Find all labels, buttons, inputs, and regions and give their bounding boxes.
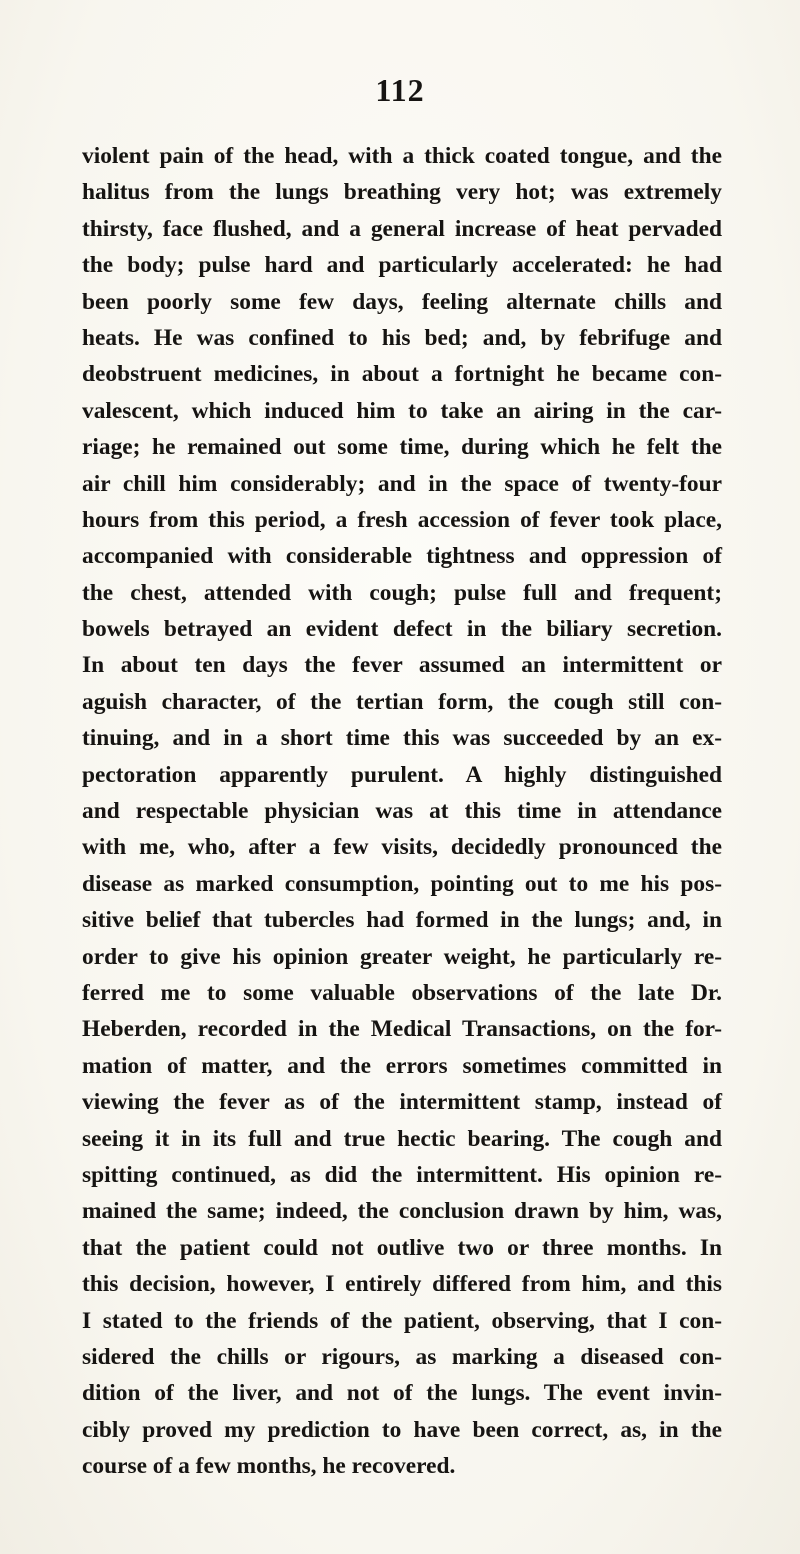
page-number: 112 <box>375 72 425 108</box>
text-line: valescent, which induced him to take an airing in the car- <box>82 397 722 424</box>
text-line: violent pain of the head, with a thick coated tongue, and the <box>82 143 722 169</box>
text-line: aguish character, of the tertian form, the cough still con- <box>82 688 722 715</box>
text-line: order to give his opinion greater weight, he particularly re- <box>82 943 722 970</box>
text-line: that the patient could not outlive two or three months. In <box>82 1234 722 1261</box>
text-line: pectoration apparently purulent. A highly distinguished <box>82 761 722 788</box>
text-line: with me, who, after a few visits, decidedly pronounced the <box>82 834 722 861</box>
text-line: the body; pulse hard and particularly accelerated: he had <box>82 252 722 279</box>
text-line: viewing the fever as of the intermittent stamp, instead of <box>82 1089 722 1116</box>
text-line: ferred me to some valuable observations of the late Dr. <box>82 979 722 1006</box>
text-line: mation of matter, and the errors sometimes committed in <box>82 1052 722 1079</box>
text-line: riage; he remained out some time, during which he felt the <box>82 434 722 461</box>
text-line: been poorly some few days, feeling alternate chills and <box>82 288 722 315</box>
text-line: deobstruent medicines, in about a fortnight he became con- <box>82 361 722 388</box>
text-line: disease as marked consumption, pointing out to me his pos- <box>82 870 722 897</box>
text-line: the chest, attended with cough; pulse full and frequent; <box>82 579 722 606</box>
text-line: heats. He was confined to his bed; and, by febrifuge and <box>82 324 722 351</box>
text-line: tinuing, and in a short time this was succeeded by an ex- <box>82 725 722 752</box>
text-line: thirsty, face flushed, and a general increase of heat pervaded <box>82 215 722 242</box>
text-line: dition of the liver, and not of the lungs. The event invin- <box>82 1380 722 1407</box>
text-line: In about ten days the fever assumed an intermittent or <box>82 652 722 679</box>
text-line: Heberden, recorded in the Medical Transactions, on the for- <box>82 1016 722 1043</box>
body-text <box>82 138 722 1484</box>
text-line: seeing it in its full and true hectic bearing. The cough and <box>82 1125 722 1152</box>
text-line: I stated to the friends of the patient, observing, that I con- <box>82 1307 722 1334</box>
text-line-last: course of a few months, he recovered. <box>82 1453 456 1480</box>
text-line: air chill him considerably; and in the space of twenty-four <box>82 470 722 497</box>
text-line: cibly proved my prediction to have been correct, as, in the <box>82 1416 722 1443</box>
text-line: spitting continued, as did the intermittent. His opinion re- <box>82 1161 722 1188</box>
text-line: bowels betrayed an evident defect in the biliary secretion. <box>82 616 722 643</box>
text-line: mained the same; indeed, the conclusion drawn by him, was, <box>82 1198 722 1225</box>
text-line: this decision, however, I entirely differed from him, and this <box>82 1271 722 1298</box>
text-line: accompanied with considerable tightness and oppression of <box>82 543 722 570</box>
text-line: sitive belief that tubercles had formed in the lungs; and, in <box>82 907 722 934</box>
text-line: hours from this period, a fresh accession of fever took place, <box>82 506 722 533</box>
text-line: and respectable physician was at this time in attendance <box>82 798 722 825</box>
text-line: halitus from the lungs breathing very hot; was extremely <box>82 179 722 206</box>
text-line: sidered the chills or rigours, as marking a diseased con- <box>82 1343 722 1370</box>
